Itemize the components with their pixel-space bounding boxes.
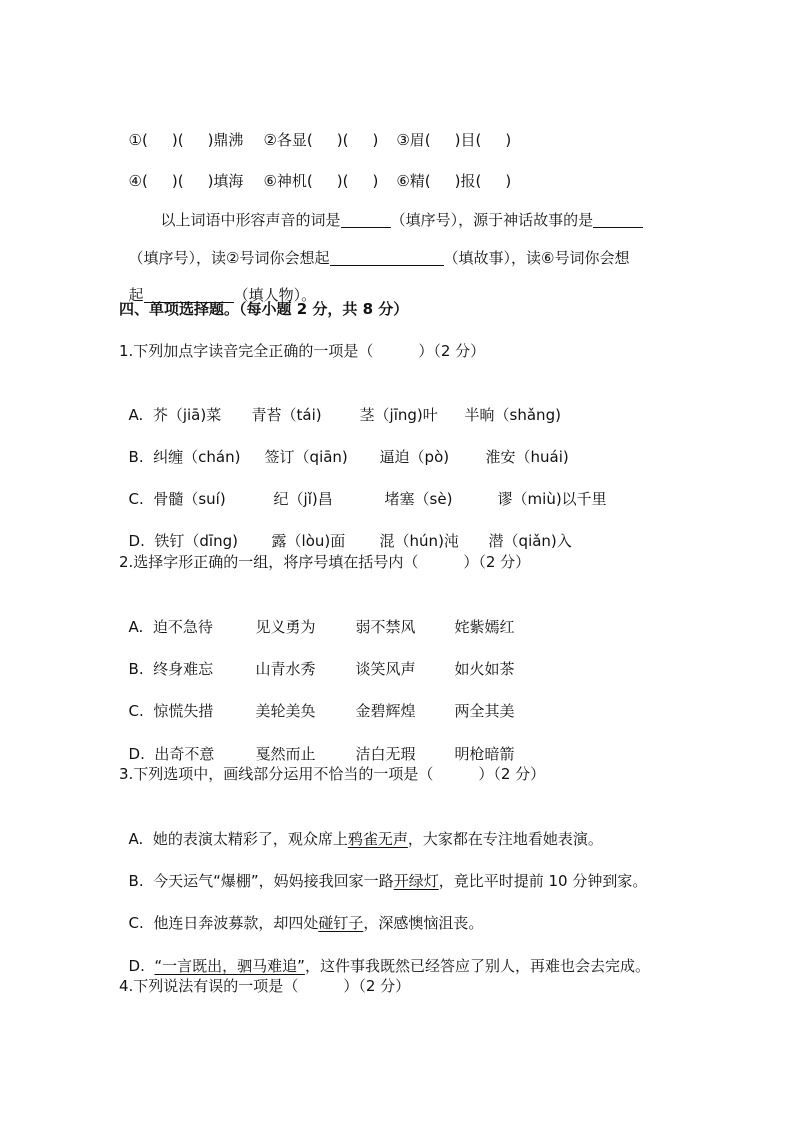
- q1-d-item-4: 潜（qiǎn)入: [488, 532, 572, 550]
- idiom-row-1: [119, 107, 511, 151]
- idiom-5-part-a: ⑥神机(: [263, 172, 313, 190]
- q3-stem: 3.下列选项中，画线部分运用不恰当的一项是（ ）（2 分）: [119, 765, 546, 783]
- q3-d-post: ，这件事我既然已经答应了别人，再难也会去完成。: [304, 957, 650, 975]
- q1-c-item-3: 堵塞（sè): [384, 490, 453, 508]
- idiom-1-part-c: )鼎沸: [207, 131, 244, 149]
- idiom-question-mid3: （填故事），读⑥号词你会想: [443, 249, 630, 267]
- idiom-question-start4: 起: [128, 286, 144, 304]
- q1-b-item-2: 签订（qiān): [264, 448, 348, 466]
- q3-b-underlined: 开绿灯: [393, 872, 439, 890]
- idiom-4-part-c: )填海: [207, 172, 244, 190]
- q2-a-item-3: 弱不禁风: [355, 618, 416, 636]
- q2-d-item-4: 明枪暗箭: [454, 745, 515, 763]
- q1-option-a[interactable]: [119, 382, 561, 426]
- q3-c-post: ，深感懊恼沮丧。: [363, 914, 484, 932]
- q2-c-item-3: 金碧辉煌: [355, 702, 416, 720]
- idiom-2-part-b: )(: [336, 131, 349, 149]
- q2-b-item-4: 如火如茶: [454, 660, 515, 678]
- q1-option-d[interactable]: [119, 508, 572, 552]
- section-heading: 四、单项选择题。（每小题 2 分，共 8 分）: [119, 300, 409, 318]
- q2-a-item-2: 见义勇为: [255, 618, 316, 636]
- q3-a-post: ，大家都在专注地看她表演。: [407, 830, 603, 848]
- idiom-1-part-b: )(: [171, 131, 184, 149]
- idiom-5-part-b: )(: [336, 172, 349, 190]
- q2-d-item-3: 洁白无瑕: [355, 745, 416, 763]
- q2-d-item-2: 戛然而止: [255, 745, 316, 763]
- q1-c-item-2: 纪（jǐ)昌: [273, 490, 333, 508]
- q1-d-item-3: 混（hún)沌: [379, 532, 459, 550]
- q3-d-underlined: “一言既出，驷马难追”: [154, 957, 305, 975]
- idiom-6-part-c: ): [505, 172, 512, 190]
- q2-b-item-1: B. 终身难忘: [128, 660, 214, 678]
- q1-b-item-1: B. 纠缠（chán): [128, 448, 241, 466]
- q2-b-item-2: 山青水秀: [255, 660, 316, 678]
- idiom-question-mid1: （填序号），源于神话故事的是: [390, 211, 594, 229]
- idiom-3-part-a: ③眉(: [396, 131, 431, 149]
- q1-a-item-3: 茎（jīng)叶: [359, 406, 438, 424]
- q3-option-c[interactable]: [119, 890, 483, 934]
- idiom-1-part-a: ①(: [128, 131, 148, 149]
- q3-a-pre: A. 她的表演太精彩了，观众席上: [128, 830, 348, 848]
- idiom-3-part-c: ): [505, 131, 512, 149]
- q2-option-c[interactable]: [119, 678, 515, 722]
- q1-stem: 1.下列加点字读音完全正确的一项是（ ）（2 分）: [119, 342, 486, 360]
- idiom-question-mid2: （填序号），读②号词你会想起: [128, 249, 330, 267]
- q2-option-b[interactable]: [119, 636, 515, 680]
- q1-c-item-4: 谬（miù)以千里: [497, 490, 607, 508]
- q1-b-item-3: 逼迫（pò): [379, 448, 450, 466]
- q3-c-underlined: 碰钉子: [318, 914, 364, 932]
- q3-option-a[interactable]: [119, 806, 603, 850]
- q3-d-pre: D.: [128, 957, 155, 975]
- q1-a-item-4: 半晌（shǎng): [464, 406, 561, 424]
- q1-d-item-2: 露（lòu)面: [271, 532, 346, 550]
- q2-c-item-2: 美轮美奂: [255, 702, 316, 720]
- idiom-5-part-c: ): [372, 172, 379, 190]
- q2-stem: 2.选择字形正确的一组，将序号填在括号内（ ）（2 分）: [119, 553, 531, 571]
- q2-a-item-4: 姹紫嫣红: [454, 618, 515, 636]
- idiom-row-2: [119, 148, 511, 192]
- q3-option-b[interactable]: [119, 848, 647, 892]
- q1-option-b[interactable]: [119, 424, 569, 468]
- q3-a-underlined: 鸦雀无声: [347, 830, 408, 848]
- q2-option-a[interactable]: [119, 594, 515, 638]
- idiom-6-part-a: ⑥精(: [396, 172, 431, 190]
- idiom-3-part-b: )目(: [454, 131, 482, 149]
- q1-a-item-1: A. 芥（jiā)菜: [128, 406, 222, 424]
- q3-option-d[interactable]: [119, 933, 650, 977]
- q2-b-item-3: 谈笑风声: [355, 660, 416, 678]
- idiom-4-part-b: )(: [171, 172, 184, 190]
- q3-b-pre: B. 今天运气“爆棚”，妈妈接我回家一路: [128, 872, 394, 890]
- idiom-2-part-c: ): [372, 131, 379, 149]
- q2-c-item-4: 两全其美: [454, 702, 515, 720]
- q2-option-d[interactable]: [119, 721, 515, 765]
- answer-blank-story[interactable]: [330, 249, 444, 266]
- q3-b-post: ，竟比平时提前 10 分钟到家。: [438, 872, 648, 890]
- q4-stem: 4.下列说法有误的一项是（ ）（2 分）: [119, 977, 411, 995]
- q1-c-item-1: C. 骨髓（suí): [128, 490, 226, 508]
- q2-a-item-1: A. 迫不急待: [128, 618, 213, 636]
- q1-d-item-1: D. 铁钉（dīng): [128, 532, 238, 550]
- q1-a-item-2: 青苔（tái): [251, 406, 322, 424]
- idiom-4-part-a: ④(: [128, 172, 148, 190]
- idiom-question-end4: （填人物）。: [233, 286, 317, 304]
- idiom-6-part-b: )报(: [454, 172, 482, 190]
- q1-b-item-4: 淮安（huái): [485, 448, 569, 466]
- idiom-2-part-a: ②各显(: [263, 131, 313, 149]
- q1-option-c[interactable]: [119, 466, 607, 510]
- q2-c-item-1: C. 惊慌失措: [128, 702, 214, 720]
- idiom-question-intro: 以上词语中形容声音的词是: [160, 211, 341, 229]
- q3-c-pre: C. 他连日奔波募款，却四处: [128, 914, 319, 932]
- q2-d-item-1: D. 出奇不意: [128, 745, 215, 763]
